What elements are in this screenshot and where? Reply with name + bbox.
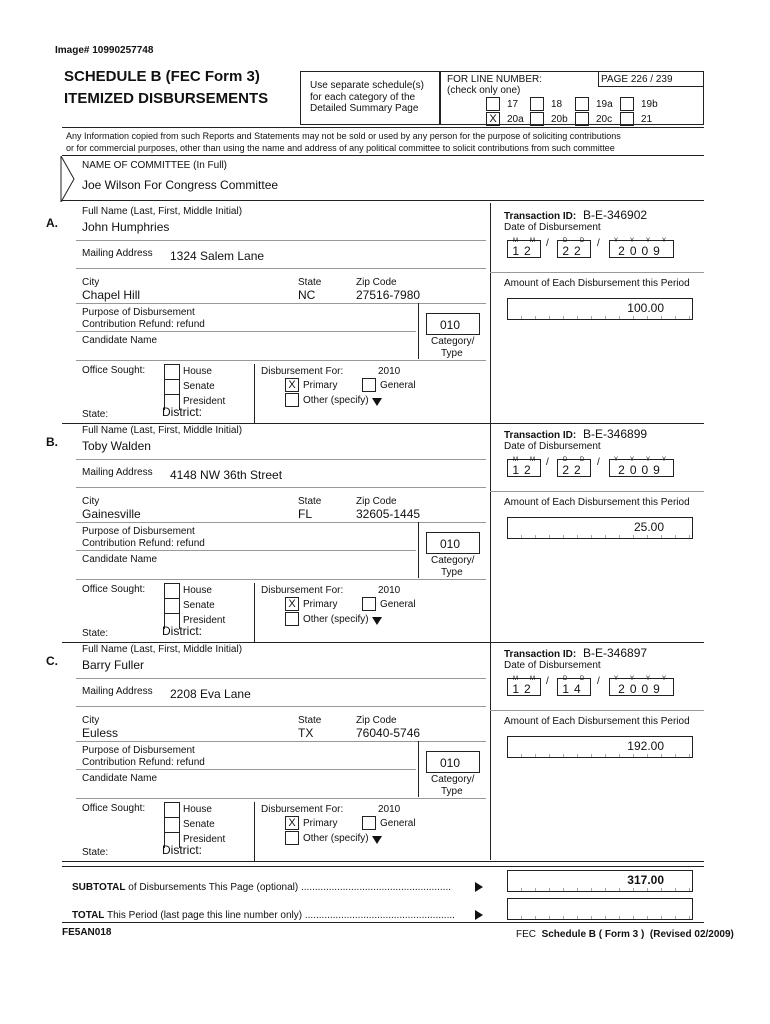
office-checkbox-divider: [164, 832, 180, 833]
office-checkbox-column[interactable]: [164, 364, 180, 410]
separate-schedule-line2: for each category of the: [310, 92, 416, 103]
zip-label: Zip Code: [356, 496, 397, 507]
date-of-disbursement-label: Date of Disbursement: [504, 441, 601, 452]
separate-schedule-line1: Use separate schedule(s): [310, 80, 424, 91]
mailing-address-label: Mailing Address: [82, 686, 153, 697]
election-year: 2010: [378, 366, 401, 377]
amount-value: 25.00: [507, 517, 693, 539]
other-dropdown-icon: [372, 836, 382, 844]
committee-rule: [62, 200, 704, 201]
primary-checkbox[interactable]: X: [285, 378, 299, 392]
subtotal-label: SUBTOTAL of Disbursements This Page (optional) ......................................................: [72, 882, 451, 893]
purpose-label: Purpose of Disbursement: [82, 526, 195, 537]
city-label: City: [82, 277, 100, 288]
total-value: [507, 898, 693, 920]
date-slash: /: [546, 238, 549, 249]
election-year: 2010: [378, 585, 401, 596]
amount-label: Amount of Each Disbursement this Period: [504, 278, 690, 289]
year-hint: Y: [614, 238, 619, 244]
day-hint: D: [563, 238, 568, 244]
day-hint: D: [563, 457, 568, 463]
name-rule: [76, 240, 486, 241]
amount-label: Amount of Each Disbursement this Period: [504, 497, 690, 508]
line-20a-checkbox[interactable]: X: [486, 112, 500, 126]
page-underline: [598, 86, 704, 87]
year-hint: Y: [662, 238, 667, 244]
transaction-id-label: Transaction ID:: [504, 649, 577, 660]
date-year: 2009: [609, 678, 674, 696]
zip-label: Zip Code: [356, 715, 397, 726]
committee-chevron-icon: [60, 156, 80, 202]
primary-label: Primary: [303, 818, 338, 829]
candidate-rule: [76, 798, 486, 799]
mailing-address: 1324 Salem Lane: [170, 249, 265, 263]
line-17-checkbox[interactable]: [486, 97, 500, 111]
line-20b-label: 20b: [551, 114, 568, 125]
general-checkbox[interactable]: [362, 378, 376, 392]
mailing-address: 2208 Eva Lane: [170, 687, 251, 701]
other-checkbox[interactable]: [285, 393, 299, 407]
form-code: FE5AN018: [62, 927, 112, 938]
candidate-name-label: Candidate Name: [82, 335, 158, 346]
date-month: 12: [507, 678, 541, 696]
category-value: 010: [440, 318, 461, 332]
date-month: 12: [507, 459, 541, 477]
category-value: 010: [440, 756, 461, 770]
city-value: Gainesville: [82, 507, 141, 521]
general-label: General: [380, 818, 416, 829]
payee-name: Barry Fuller: [82, 658, 145, 672]
address-rule: [76, 706, 486, 707]
name-rule: [76, 459, 486, 460]
district-label: District:: [162, 405, 202, 419]
line-18-label: 18: [551, 99, 563, 110]
primary-checkbox[interactable]: X: [285, 597, 299, 611]
office-checkbox-divider: [164, 379, 180, 380]
district-label: District:: [162, 843, 202, 857]
entry-bottom-rule: [62, 642, 704, 643]
primary-checkbox[interactable]: X: [285, 816, 299, 830]
entry-letter: B.: [46, 435, 58, 449]
district-label: District:: [162, 624, 202, 638]
month-hint: M: [530, 457, 535, 463]
type-label: Type: [441, 786, 463, 797]
office-sought-label: Office Sought:: [82, 365, 146, 376]
mailing-address-label: Mailing Address: [82, 248, 153, 259]
president-label: President: [183, 396, 226, 407]
line-20c-checkbox[interactable]: [575, 112, 589, 126]
address-rule: [76, 268, 486, 269]
entry-bottom-rule: [62, 861, 704, 862]
general-label: General: [380, 380, 416, 391]
state-label: State: [298, 496, 322, 507]
state-office-label: State:: [82, 409, 109, 420]
house-label: House: [183, 585, 212, 596]
primary-label: Primary: [303, 380, 338, 391]
entry-letter: C.: [46, 654, 58, 668]
name-rule: [76, 678, 486, 679]
year-hint: Y: [630, 238, 635, 244]
city-rule: [76, 741, 486, 742]
disbursement-for-label: Disbursement For:: [261, 585, 344, 596]
category-value: 010: [440, 537, 461, 551]
category-divider: [418, 522, 419, 578]
zip-value: 76040-5746: [356, 726, 421, 740]
line-20c-label: 20c: [596, 114, 613, 125]
date-slash: /: [597, 238, 600, 249]
city-label: City: [82, 715, 100, 726]
disbursement-for-label: Disbursement For:: [261, 366, 344, 377]
purpose-rule: [76, 331, 416, 332]
line-21-label: 21: [641, 114, 653, 125]
notice-line2: or for commercial purposes, other than using the name and address of any political committee to solicit contributions from such committee: [66, 143, 615, 153]
category-divider: [418, 741, 419, 797]
election-year: 2010: [378, 804, 401, 815]
category-label: Category/: [431, 336, 475, 347]
subtotal-value: 317.00: [507, 870, 693, 892]
line-19b-label: 19b: [641, 99, 658, 110]
line-number-box: [440, 71, 704, 125]
purpose-label: Purpose of Disbursement: [82, 745, 195, 756]
other-dropdown-icon: [372, 398, 382, 406]
day-hint: D: [580, 457, 585, 463]
zip-label: Zip Code: [356, 277, 397, 288]
general-label: General: [380, 599, 416, 610]
date-slash: /: [597, 676, 600, 687]
line-20a-label: 20a: [507, 114, 524, 125]
entry-bottom-rule: [62, 423, 704, 424]
line-17-label: 17: [507, 99, 519, 110]
column-divider: [490, 203, 491, 422]
other-dropdown-icon: [372, 617, 382, 625]
senate-label: Senate: [183, 381, 215, 392]
state-office-label: State:: [82, 628, 109, 639]
purpose-label: Purpose of Disbursement: [82, 307, 195, 318]
date-rule: [490, 710, 704, 711]
notice-bottom-rule: [62, 155, 704, 156]
line-19b-checkbox[interactable]: [620, 97, 634, 111]
city-value: Euless: [82, 726, 119, 740]
office-divider: [254, 583, 255, 643]
date-day: 22: [557, 240, 591, 258]
day-hint: D: [580, 676, 585, 682]
month-hint: M: [530, 676, 535, 682]
senate-label: Senate: [183, 600, 215, 611]
year-hint: Y: [662, 676, 667, 682]
image-id: Image# 10990257748: [55, 45, 154, 56]
office-checkbox-divider: [164, 394, 180, 395]
form-subtitle: ITEMIZED DISBURSEMENTS: [64, 90, 269, 107]
date-year: 2009: [609, 459, 674, 477]
office-checkbox-divider: [164, 817, 180, 818]
date-month: 12: [507, 240, 541, 258]
separate-schedule-box: [300, 71, 440, 125]
subtotal-arrow-icon: [475, 882, 483, 892]
full-name-label: Full Name (Last, First, Middle Initial): [82, 425, 243, 436]
totals-top-rule: [62, 866, 704, 867]
date-of-disbursement-label: Date of Disbursement: [504, 222, 601, 233]
month-hint: M: [513, 457, 518, 463]
column-divider: [490, 422, 491, 641]
other-label: Other (specify): [303, 614, 369, 625]
primary-label: Primary: [303, 599, 338, 610]
notice-line1: Any Information copied from such Reports and Statements may not be sold or used by any person for the purpose of soliciting contributions: [66, 131, 621, 141]
other-checkbox[interactable]: [285, 831, 299, 845]
purpose-rule: [76, 769, 416, 770]
date-rule: [490, 272, 704, 273]
category-label: Category/: [431, 555, 475, 566]
month-hint: M: [513, 238, 518, 244]
transaction-id-label: Transaction ID:: [504, 211, 577, 222]
general-checkbox[interactable]: [362, 597, 376, 611]
page-divider: [598, 71, 599, 87]
payee-name: Toby Walden: [82, 439, 151, 453]
senate-label: Senate: [183, 819, 215, 830]
date-slash: /: [597, 457, 600, 468]
amount-value: 192.00: [507, 736, 693, 758]
totals-bottom-rule: [62, 922, 704, 923]
form-title: SCHEDULE B (FEC Form 3): [64, 68, 260, 85]
entry-letter: A.: [46, 216, 58, 230]
other-label: Other (specify): [303, 395, 369, 406]
house-label: House: [183, 366, 212, 377]
purpose-value: Contribution Refund: refund: [82, 319, 205, 330]
city-rule: [76, 303, 486, 304]
year-hint: Y: [646, 238, 651, 244]
office-checkbox-column[interactable]: [164, 583, 180, 629]
year-hint: Y: [646, 676, 651, 682]
payee-name: John Humphries: [82, 220, 170, 234]
zip-value: 32605-1445: [356, 507, 421, 521]
line-20b-checkbox[interactable]: [530, 112, 544, 126]
line-18-checkbox[interactable]: [530, 97, 544, 111]
state-label: State: [298, 277, 322, 288]
line-19a-checkbox[interactable]: [575, 97, 589, 111]
other-label: Other (specify): [303, 833, 369, 844]
separate-schedule-line3: Detailed Summary Page: [310, 103, 419, 114]
mailing-address: 4148 NW 36th Street: [170, 468, 283, 482]
category-label: Category/: [431, 774, 475, 785]
month-hint: M: [513, 676, 518, 682]
year-hint: Y: [614, 676, 619, 682]
committee-label: NAME OF COMMITTEE (In Full): [82, 160, 227, 171]
candidate-name-label: Candidate Name: [82, 773, 158, 784]
month-hint: M: [530, 238, 535, 244]
city-value: Chapel Hill: [82, 288, 141, 302]
address-rule: [76, 487, 486, 488]
check-only-label: (check only one): [447, 85, 521, 96]
type-label: Type: [441, 348, 463, 359]
date-slash: /: [546, 676, 549, 687]
state-label: State: [298, 715, 322, 726]
disbursement-for-label: Disbursement For:: [261, 804, 344, 815]
president-label: President: [183, 615, 226, 626]
purpose-rule: [76, 550, 416, 551]
total-label: TOTAL This Period (last page this line number only) ......................................................: [72, 910, 455, 921]
date-day: 14: [557, 678, 591, 696]
committee-name: Joe Wilson For Congress Committee: [82, 178, 279, 192]
notice-top-rule: [62, 127, 704, 128]
zip-value: 27516-7980: [356, 288, 421, 302]
general-checkbox[interactable]: [362, 816, 376, 830]
page-number: PAGE 226 / 239: [601, 74, 673, 85]
line-number-label: FOR LINE NUMBER:: [447, 74, 543, 85]
city-rule: [76, 522, 486, 523]
amount-value: 100.00: [507, 298, 693, 320]
day-hint: D: [580, 238, 585, 244]
year-hint: Y: [614, 457, 619, 463]
purpose-value: Contribution Refund: refund: [82, 757, 205, 768]
year-hint: Y: [630, 457, 635, 463]
other-checkbox[interactable]: [285, 612, 299, 626]
date-of-disbursement-label: Date of Disbursement: [504, 660, 601, 671]
type-label: Type: [441, 567, 463, 578]
transaction-id: B-E-346899: [583, 427, 648, 441]
category-divider: [418, 303, 419, 359]
transaction-id: B-E-346902: [583, 208, 648, 222]
candidate-rule: [76, 360, 486, 361]
office-divider: [254, 802, 255, 862]
date-year: 2009: [609, 240, 674, 258]
day-hint: D: [563, 676, 568, 682]
president-label: President: [183, 834, 226, 845]
state-value: NC: [298, 288, 316, 302]
office-sought-label: Office Sought:: [82, 803, 146, 814]
state-office-label: State:: [82, 847, 109, 858]
candidate-name-label: Candidate Name: [82, 554, 158, 565]
amount-label: Amount of Each Disbursement this Period: [504, 716, 690, 727]
year-hint: Y: [646, 457, 651, 463]
office-checkbox-divider: [164, 613, 180, 614]
date-slash: /: [546, 457, 549, 468]
house-label: House: [183, 804, 212, 815]
footer-fec: FEC Schedule B ( Form 3 ) (Revised 02/2009): [516, 929, 734, 940]
purpose-value: Contribution Refund: refund: [82, 538, 205, 549]
date-day: 22: [557, 459, 591, 477]
year-hint: Y: [662, 457, 667, 463]
mailing-address-label: Mailing Address: [82, 467, 153, 478]
transaction-id-label: Transaction ID:: [504, 430, 577, 441]
state-value: FL: [298, 507, 313, 521]
total-arrow-icon: [475, 910, 483, 920]
line-21-checkbox[interactable]: [620, 112, 634, 126]
office-divider: [254, 364, 255, 424]
state-value: TX: [298, 726, 314, 740]
full-name-label: Full Name (Last, First, Middle Initial): [82, 644, 243, 655]
office-sought-label: Office Sought:: [82, 584, 146, 595]
transaction-id: B-E-346897: [583, 646, 648, 660]
office-checkbox-column[interactable]: [164, 802, 180, 848]
office-checkbox-divider: [164, 598, 180, 599]
city-label: City: [82, 496, 100, 507]
date-rule: [490, 491, 704, 492]
column-divider: [490, 641, 491, 860]
year-hint: Y: [630, 676, 635, 682]
full-name-label: Full Name (Last, First, Middle Initial): [82, 206, 243, 217]
candidate-rule: [76, 579, 486, 580]
line-19a-label: 19a: [596, 99, 613, 110]
